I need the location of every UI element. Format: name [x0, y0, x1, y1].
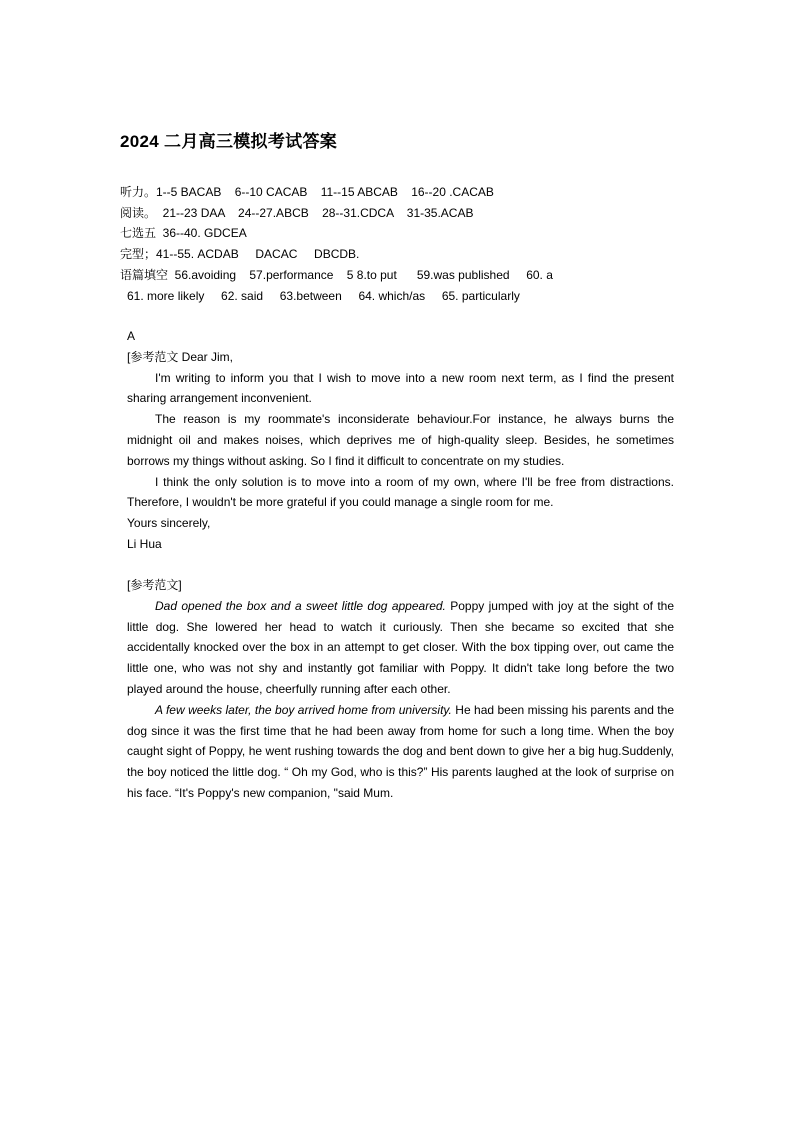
answer-line-cloze: 完型；41--55. ACDAB DACAC DBCDB. [120, 247, 360, 262]
essay-paragraph: I think the only solution is to move into a room of my own, where I'll be free from distractions. Therefore, I wouldn't be more grateful if you could manage a single room for me. [127, 474, 674, 510]
essay-paragraph [127, 700, 674, 804]
essay-a [127, 326, 674, 555]
essay-b [127, 575, 674, 804]
letter-signature: Li Hua [127, 536, 162, 551]
answer-line-reading: 阅读。 21--23 DAA 24--27.ABCB 28--31.CDCA 31-35.ACAB [120, 205, 474, 220]
essay-paragraph [127, 596, 674, 700]
essay-heading: [参考范文] [127, 578, 182, 592]
answer-line-listening: 听力。1--5 BACAB 6--10 CACAB 11--15 ABCAB 16--20 .CACAB [120, 185, 494, 199]
answer-key [120, 182, 720, 306]
essay-paragraph: I'm writing to inform you that I wish to move into a new room next term, as I find the present sharing arrangement inconvenient. [127, 370, 674, 406]
paragraph-body: He had been missing his parents and the dog since it was the first time that he had been away from home for such a long time. When the boy caught sight of Poppy, he went rushing towards the dog and bent down to give her a big hug.Suddenly, the boy noticed the little dog. “ Oh my God, who is this?” His parents laughed at the look of surprise on his face. “It's Poppy's new companion, "said Mum. [127, 702, 674, 800]
paragraph-lead-sentence: A few weeks later, the boy arrived home from university. [155, 702, 452, 717]
paragraph-body: Poppy jumped with joy at the sight of the little dog. She lowered her head to watch it curiously. Then she became so excited that she accidentally knocked over the box in an attempt to get closer. With the box tipping over, out came the little one, who was not shy and instantly got familiar with Poppy. It didn't take long before the two played around the house, cheerfully running after each other. [127, 598, 674, 696]
answer-line-grammar-fill-cont: 61. more likely 62. said 63.between 64. which/as 65. particularly [127, 288, 520, 303]
page-title: 2024 二月高三模拟考试答案 [120, 132, 338, 151]
letter-closing: Yours sincerely, [127, 516, 211, 531]
essay-heading: [参考范文 Dear Jim, [127, 349, 234, 364]
paragraph-lead-sentence: Dad opened the box and a sweet little dog appeared. [155, 598, 446, 613]
answer-line-grammar-fill: 语篇填空 56.avoiding 57.performance 5 8.to put 59.was published 60. a [120, 267, 553, 282]
section-label: A [127, 329, 136, 343]
answer-line-seven-choose-five: 七选五 36--40. GDCEA [120, 226, 247, 241]
essay-paragraph: The reason is my roommate's inconsiderate behaviour.For instance, he always burns the midnight oil and makes noises, which deprives me of high-quality sleep. Besides, he sometimes borrows my things without asking. So I find it difficult to concentrate on my studies. [127, 412, 674, 468]
